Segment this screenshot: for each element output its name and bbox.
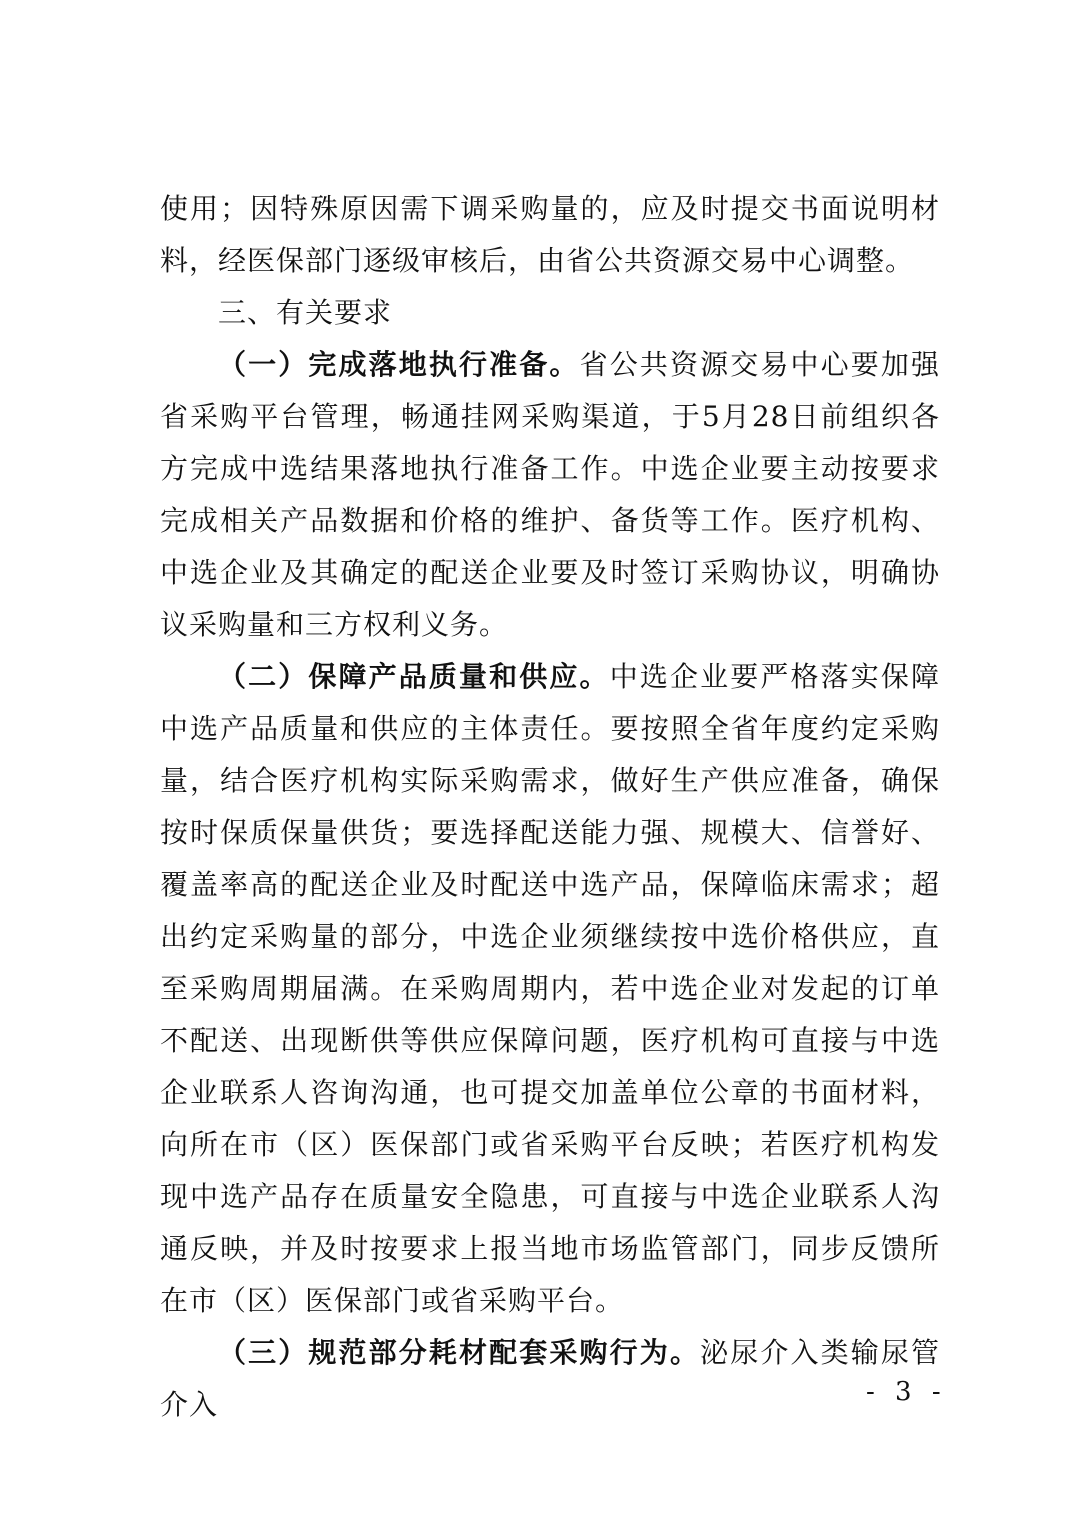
requirement-item-3-body: 泌尿介入类输尿管介入 bbox=[160, 1336, 940, 1421]
requirement-item-1 bbox=[160, 339, 940, 651]
requirement-item-3-heading: （三）规范部分耗材配套采购行为。 bbox=[218, 1336, 701, 1369]
requirement-item-3 bbox=[160, 1327, 940, 1431]
requirement-item-2-heading: （二）保障产品质量和供应。 bbox=[218, 660, 610, 693]
page-number: - 3 - bbox=[866, 1377, 947, 1407]
requirement-item-1-body: 省公共资源交易中心要加强省采购平台管理，畅通挂网采购渠道，于5月28日前组织各方完成中选结果落地执行准备工作。中选企业要主动按要求完成相关产品数据和价格的维护、备货等工作。医疗机构、中选企业及其确定的配送企业要及时签订采购协议，明确协议采购量和三方权利义务。 bbox=[160, 348, 940, 641]
requirement-item-2-body: 中选企业要严格落实保障中选产品质量和供应的主体责任。要按照全省年度约定采购量，结合医疗机构实际采购需求，做好生产供应准备，确保按时保质保量供货；要选择配送能力强、规模大、信誉好、覆盖率高的配送企业及时配送中选产品，保障临床需求；超出约定采购量的部分，中选企业须继续按中选价格供应，直至采购周期届满。在采购周期内，若中选企业对发起的订单不配送、出现断供等供应保障问题，医疗机构可直接与中选企业联系人咨询沟通，也可提交加盖单位公章的书面材料，向所在市（区）医保部门或省采购平台反映；若医疗机构发现中选产品存在质量安全隐患，可直接与中选企业联系人沟通反映，并及时按要求上报当地市场监管部门，同步反馈所在市（区）医保部门或省采购平台。 bbox=[160, 660, 940, 1317]
document-body bbox=[160, 183, 940, 1431]
continuation-paragraph: 使用；因特殊原因需下调采购量的，应及时提交书面说明材料，经医保部门逐级审核后，由省公共资源交易中心调整。 bbox=[160, 192, 940, 277]
requirement-item-1-heading: （一）完成落地执行准备。 bbox=[218, 348, 580, 381]
section-heading: 三、有关要求 bbox=[218, 296, 393, 329]
requirement-item-2 bbox=[160, 651, 940, 1327]
